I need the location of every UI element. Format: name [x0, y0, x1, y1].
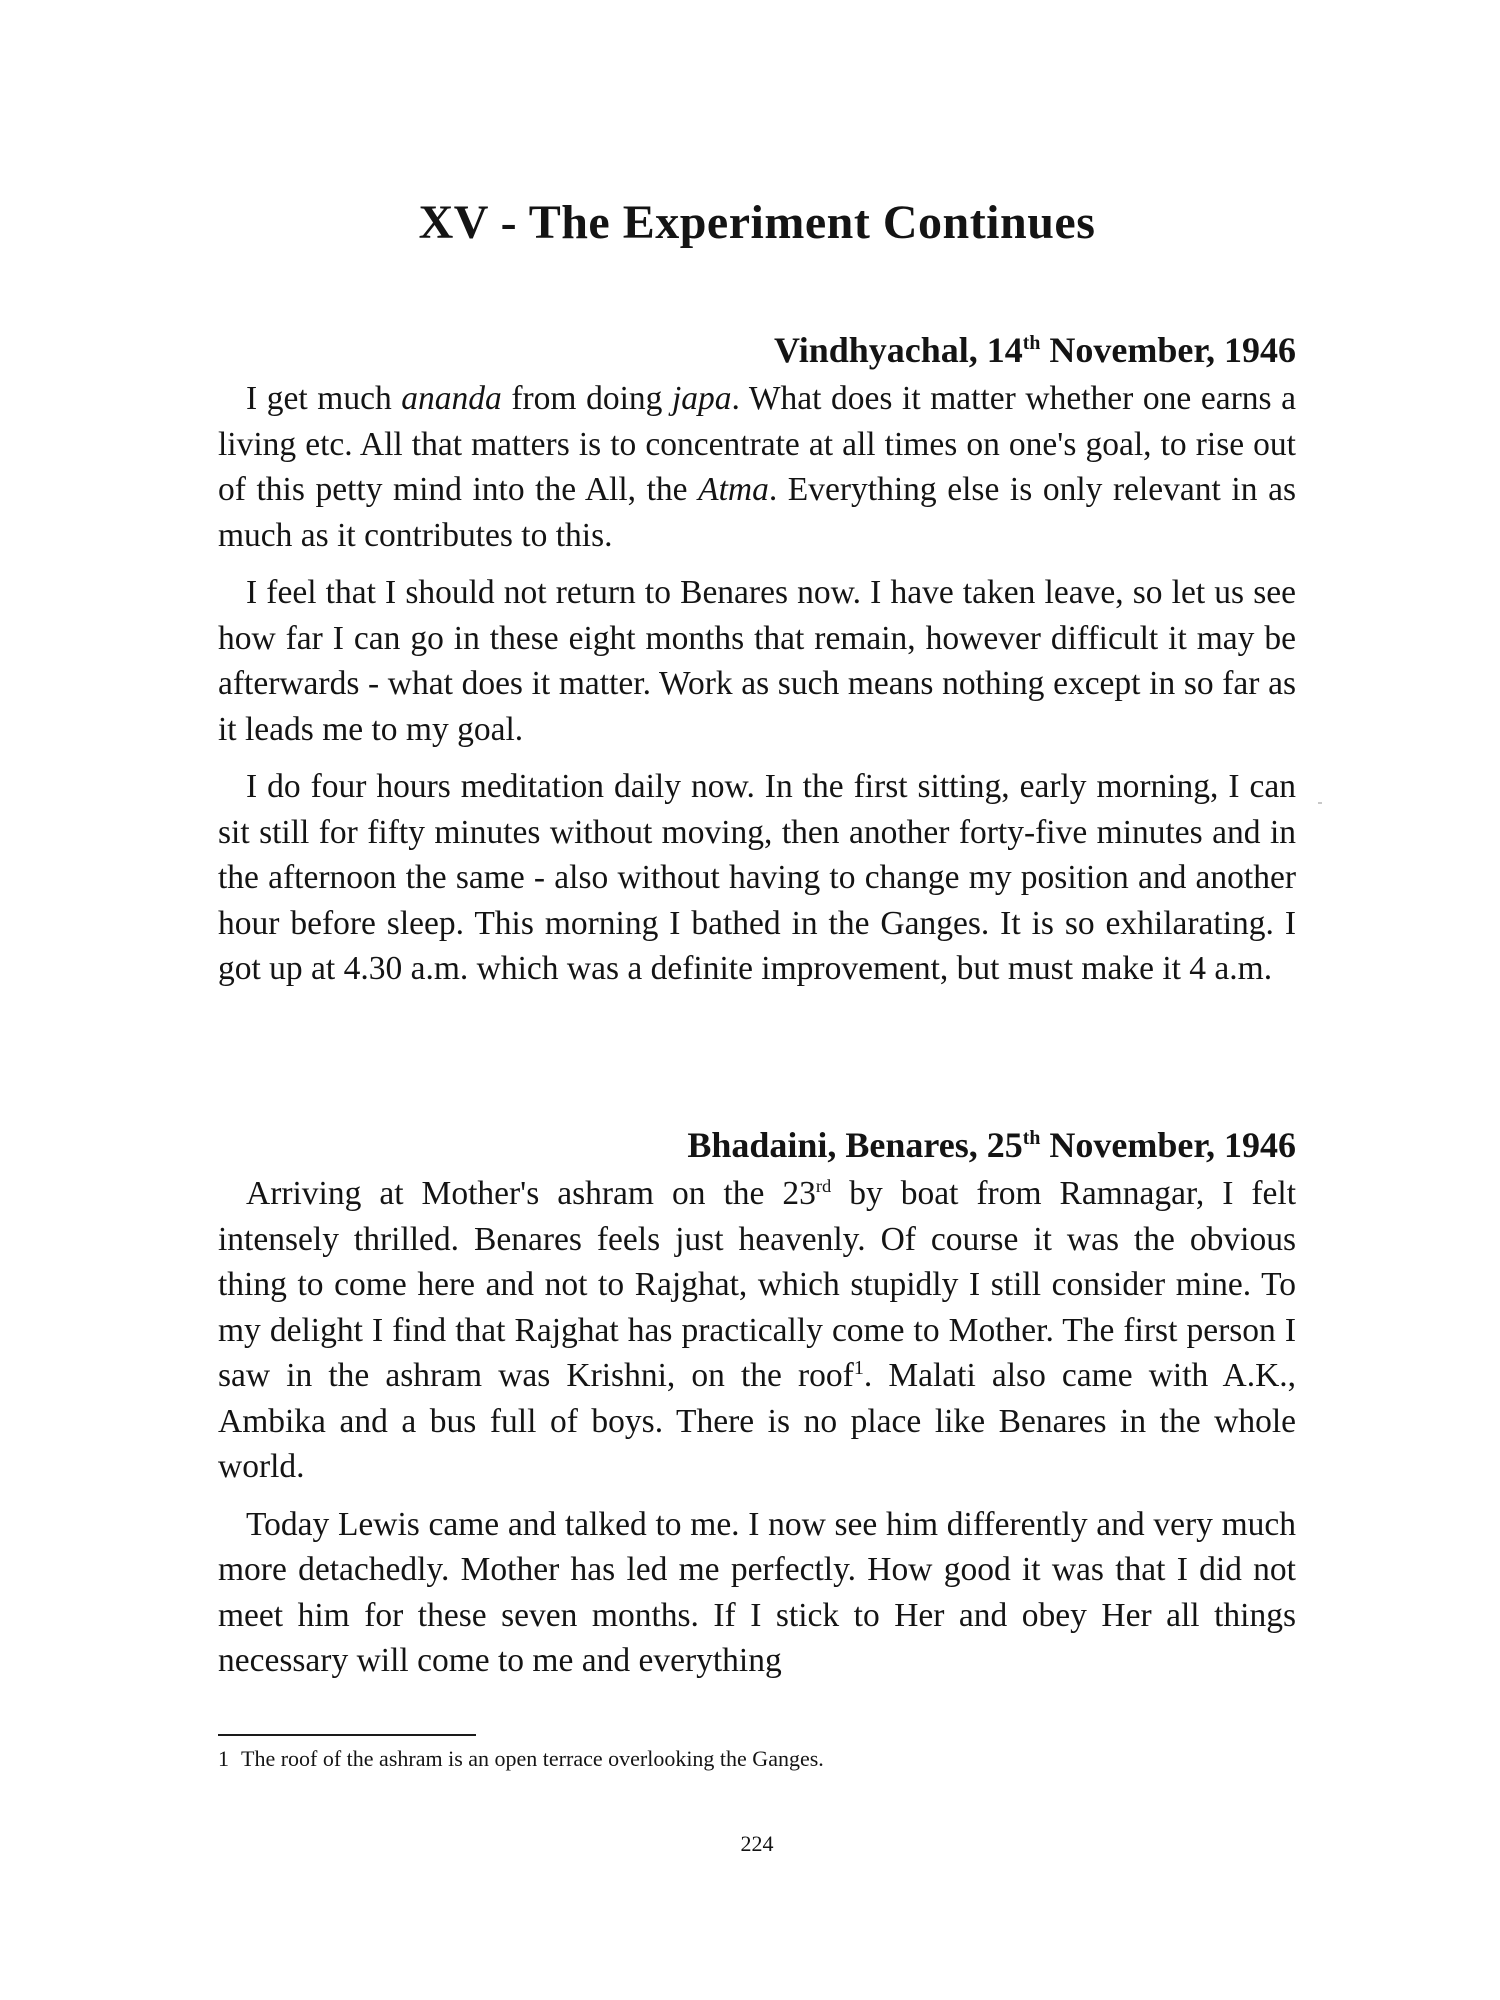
footnote-number: 1: [218, 1746, 229, 1771]
entry-month-year: November, 1946: [1040, 330, 1296, 370]
text-run: Today Lewis came and talked to me. I now see him differently and very much more detachedly. Mother has led me perfectly. How good it was that I did not meet him for these seven months. If I stick to Her and obey Her all things necessary will come to me and everything: [218, 1505, 1296, 1679]
entry-place-date: Vindhyachal, 14: [774, 330, 1023, 370]
text-run: . Everything else is only relevant in as much as it contributes to this.: [218, 471, 1296, 554]
date-suffix: th: [1022, 332, 1041, 354]
footnote-divider: [218, 1734, 476, 1736]
italic-term: japa: [671, 380, 732, 417]
entry-heading: [218, 328, 1296, 372]
paragraph: [218, 764, 1296, 992]
diary-entry: [218, 328, 1296, 1004]
paragraph: [218, 570, 1296, 752]
book-page: [218, 0, 1296, 2000]
entry-month-year: November, 1946: [1040, 1125, 1296, 1165]
entry-place-date: Bhadaini, Benares, 25: [687, 1125, 1023, 1165]
text-run: from doing: [501, 380, 672, 417]
text-run: by boat from Ramnagar, I felt intensely thrilled. Benares feels just heavenly. Of course it was the obvious thing to come here and not to Rajghat, which stupidly I still consider mine. To my delight I find that Rajghat has practically come to Mother. The first person I saw in the ashram was Krishni, on the roof: [218, 1175, 1296, 1394]
text-run: I get much: [246, 380, 402, 417]
text-run: I do four hours meditation daily now. In the first sitting, early morning, I can sit still for fifty minutes without moving, then another forty-five minutes and in the afternoon the same - also without having to change my position and another hour before sleep. This morning I bathed in the Ganges. It is so exhilarating. I got up at 4.30 a.m. which was a definite improvement, but must make it 4 a.m.: [218, 768, 1296, 987]
text-run: . Malati also came with A.K., Ambika and a bus full of boys. There is no place like Benares in the whole world.: [218, 1357, 1297, 1485]
date-suffix: th: [1022, 1127, 1041, 1149]
ordinal-suffix: rd: [815, 1175, 832, 1196]
diary-entry: [218, 1123, 1296, 1696]
footnote-text: The roof of the ashram is an open terrace overlooking the Ganges.: [241, 1746, 824, 1771]
italic-term: ananda: [401, 380, 502, 417]
page-number: 224: [740, 1831, 774, 1856]
text-run: I feel that I should not return to Benares now. I have taken leave, so let us see how far I can go in these eight months that remain, however difficult it may be afterwards - what does it matter. Work as such means nothing except in so far as it leads me to my goal.: [218, 574, 1296, 748]
margin-mark: [1318, 802, 1322, 804]
italic-term: Atma: [698, 471, 769, 508]
paragraph: [218, 376, 1296, 558]
footnote: [218, 1745, 1296, 1773]
paragraph: [218, 1171, 1296, 1490]
paragraph: [218, 1502, 1296, 1684]
text-run: Arriving at Mother's ashram on the 23: [246, 1175, 816, 1212]
footnote-marker: 1: [853, 1356, 864, 1379]
entry-heading: [218, 1123, 1296, 1167]
text-run: . What does it matter whether one earns a living etc. All that matters is to concentrate at all times on one's goal, to rise out of this petty mind into the All, the: [218, 380, 1296, 508]
chapter-title: XV - The Experiment Continues: [418, 196, 1096, 249]
